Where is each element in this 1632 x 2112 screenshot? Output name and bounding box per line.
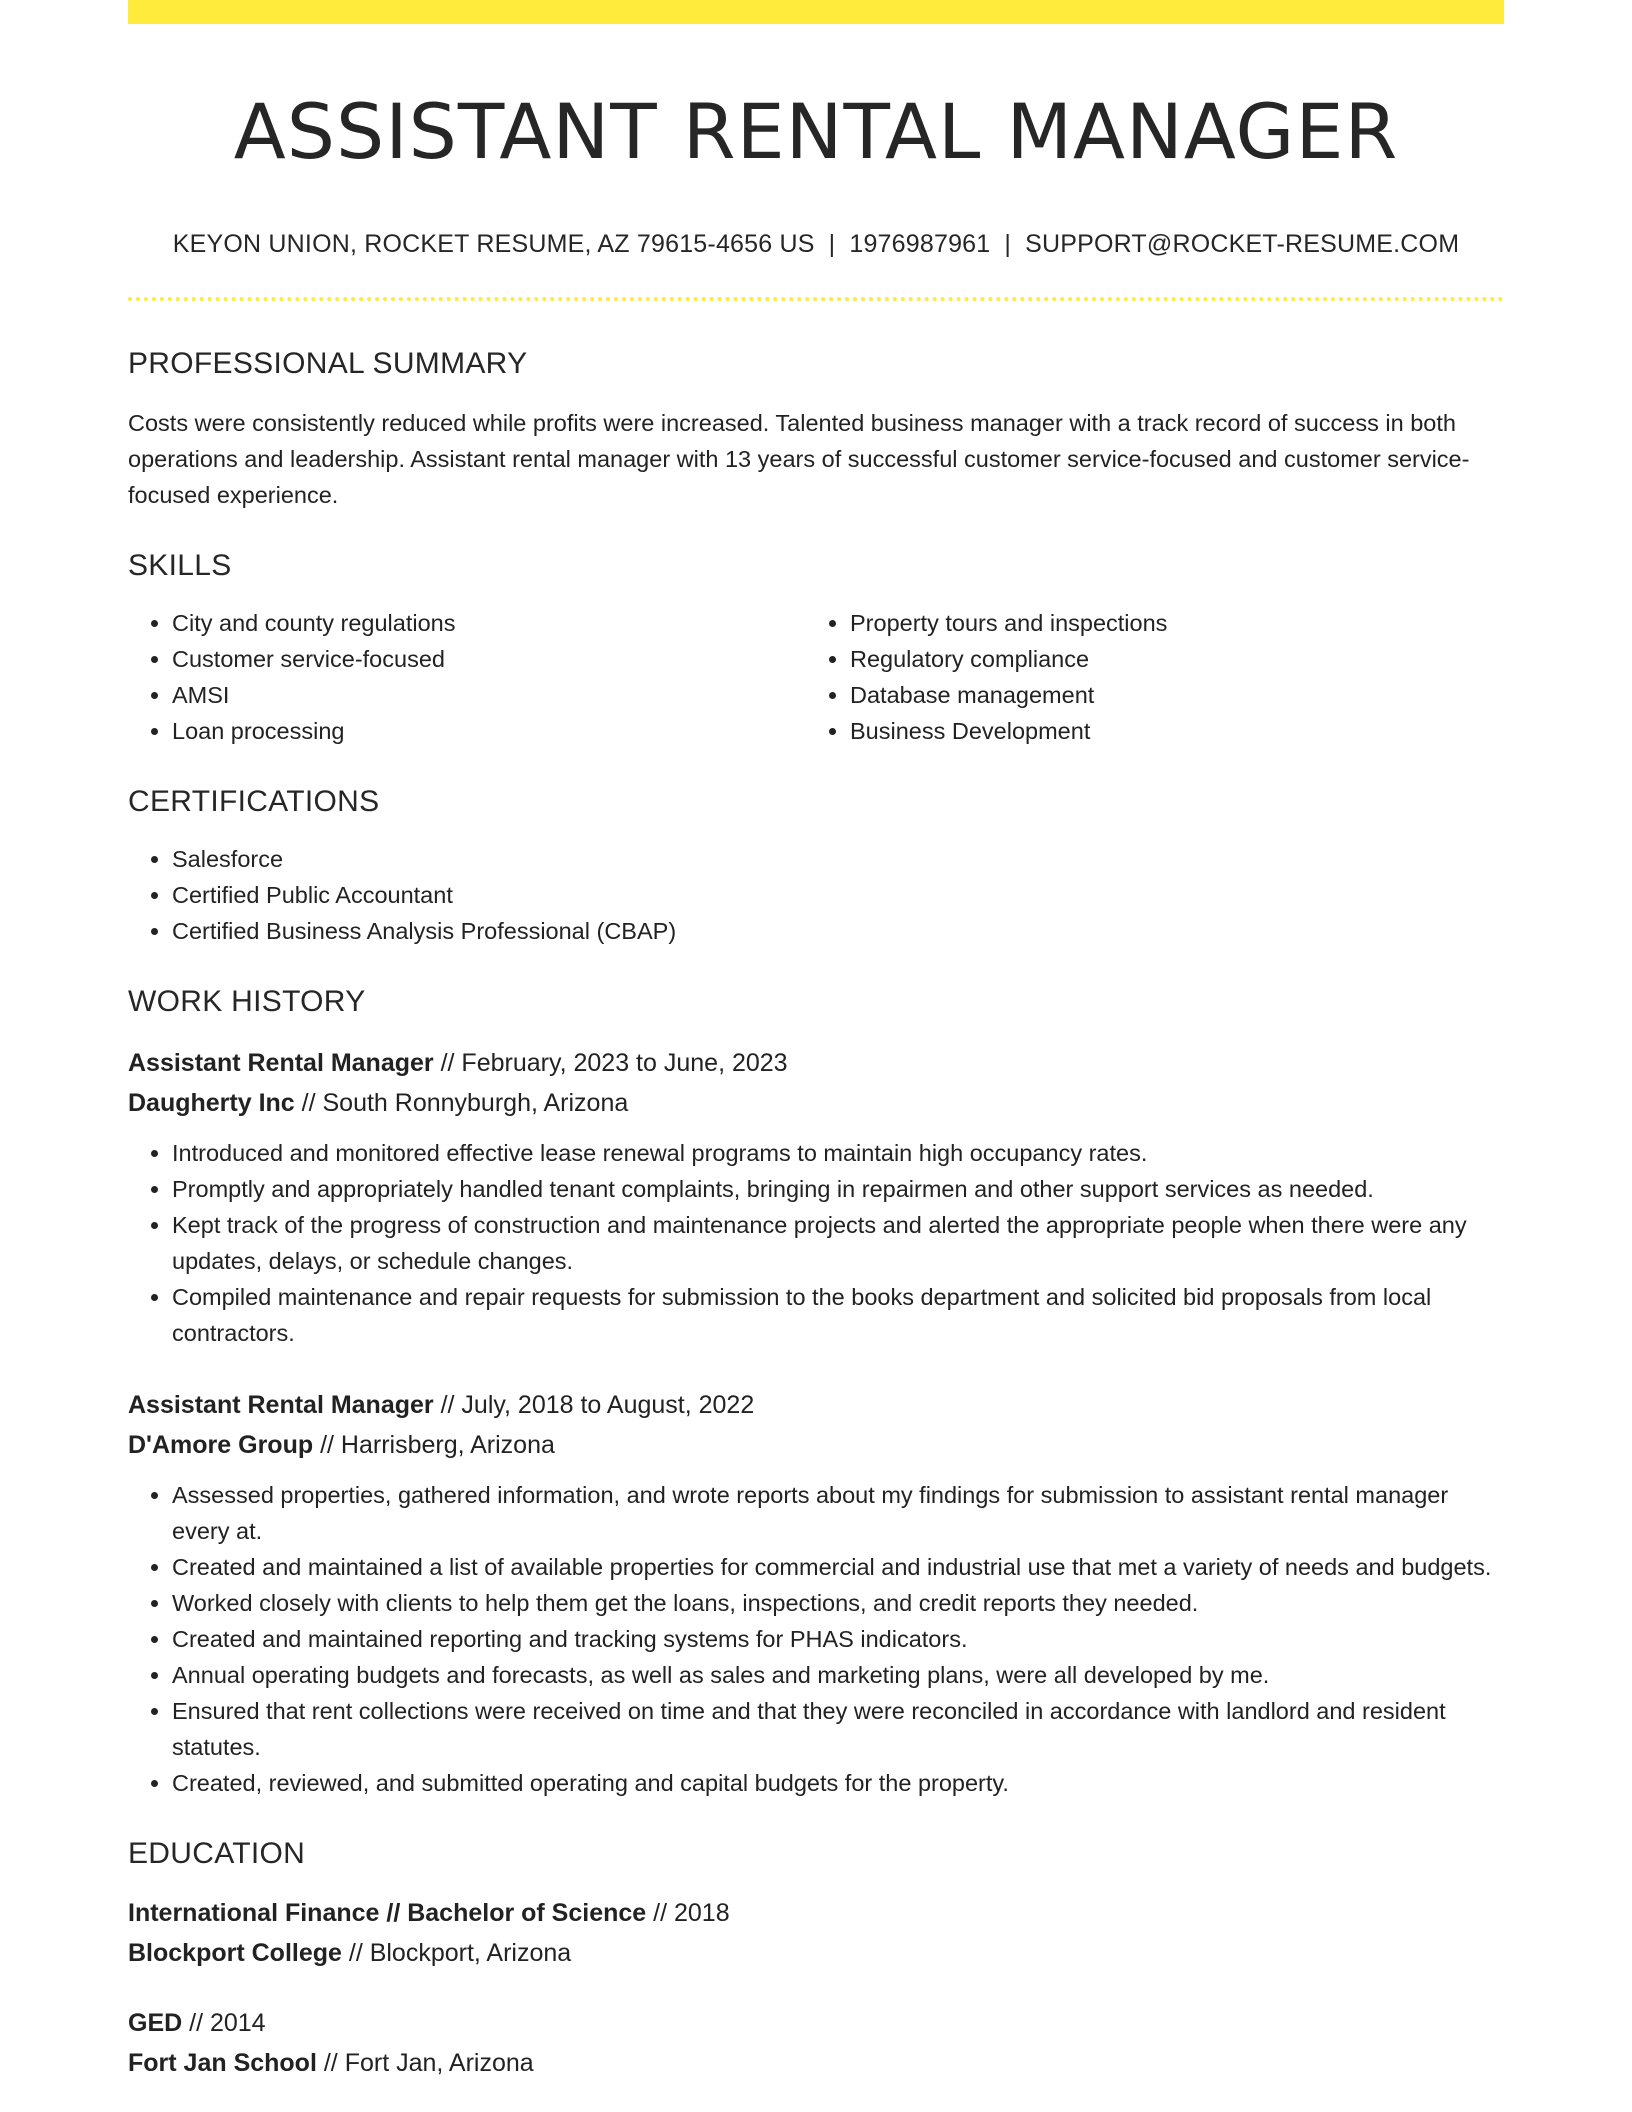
job-bullet: • Annual operating budgets and forecasts, as well as sales and marketing plans, were all developed by me. [172,1657,1504,1693]
job-bullet: • Created, reviewed, and submitted operating and capital budgets for the property. [172,1765,1504,1801]
education-degree-line [128,1893,1504,1933]
job-bullets [128,1135,1504,1351]
job-title: Assistant Rental Manager [128,1048,434,1077]
skills-list-left [128,605,806,749]
education-year: // 2014 [182,2008,266,2037]
education-section [128,1837,1504,2083]
contact-address: KEYON UNION, ROCKET RESUME, AZ 79615-4656 US [172,229,815,258]
summary-text: Costs were consistently reduced while profits were increased. Talented business manager with a track record of success in both operations and leadership. Assistant rental manager with 13 years of successful customer service-focused and customer service-focused experience. [128,409,1470,508]
contact-separator: | [1004,229,1012,258]
education-heading: EDUCATION [128,1836,306,1870]
job-bullet: • Ensured that rent collections were received on time and that they were reconciled in accordance with landlord and resident statutes. [172,1693,1504,1765]
certifications-list [128,841,1504,949]
education-school: Blockport College [128,1938,342,1967]
skill-item: • Loan processing [172,713,806,749]
job-company: Daugherty Inc [128,1088,295,1117]
education-degree: GED [128,2008,183,2037]
contact-separator: | [828,229,836,258]
job-bullet: • Created and maintained a list of available properties for commercial and industrial use that met a variety of needs and budgets. [172,1549,1504,1585]
job-entry [128,1043,1504,1351]
contact-email: SUPPORT@ROCKET-RESUME.COM [1025,229,1460,258]
skills-list-right [806,605,1494,749]
education-degree-line [128,2003,1504,2043]
job-dates: // July, 2018 to August, 2022 [433,1390,755,1419]
job-company-line [128,1083,1504,1123]
education-location: // Blockport, Arizona [341,1938,572,1967]
skills-section [128,549,1504,749]
skill-item: • Business Development [850,713,1494,749]
job-bullet: • Kept track of the progress of construction and maintenance projects and alerted the appropriate people when there were any updates, delays, or schedule changes. [172,1207,1504,1279]
education-entry [128,1893,1504,1973]
certifications-heading: CERTIFICATIONS [128,784,380,818]
skill-item: • AMSI [172,677,806,713]
skill-item: • Regulatory compliance [850,641,1494,677]
job-location: // Harrisberg, Arizona [313,1430,555,1459]
top-accent-bar [128,0,1504,24]
certification-item: • Certified Public Accountant [172,877,1504,913]
job-location: // South Ronnyburgh, Arizona [294,1088,629,1117]
job-bullet: • Introduced and monitored effective lease renewal programs to maintain high occupancy rates. [172,1135,1504,1171]
education-school-line [128,2043,1504,2083]
skill-item: • Property tours and inspections [850,605,1494,641]
skills-columns [128,605,1504,749]
education-entry [128,2003,1504,2083]
job-dates: // February, 2023 to June, 2023 [433,1048,788,1077]
certification-item: • Certified Business Analysis Professional (CBAP) [172,913,1504,949]
skill-item: • City and county regulations [172,605,806,641]
education-year: // 2018 [646,1898,730,1927]
job-company: D'Amore Group [128,1430,314,1459]
summary-heading: PROFESSIONAL SUMMARY [128,346,528,380]
job-bullet: • Created and maintained reporting and tracking systems for PHAS indicators. [172,1621,1504,1657]
job-bullets [128,1477,1504,1801]
education-school: Fort Jan School [128,2048,317,2077]
resume-page [128,0,1504,2083]
contact-line [128,230,1504,259]
job-title: Assistant Rental Manager [128,1390,434,1419]
education-school-line [128,1933,1504,1973]
contact-phone: 1976987961 [849,229,991,258]
job-company-line [128,1425,1504,1465]
resume-title: ASSISTANT RENTAL MANAGER [233,87,1399,176]
job-title-line [128,1043,1504,1083]
job-bullet: • Compiled maintenance and repair requests for submission to the books department and solicited bid proposals from local contractors. [172,1279,1504,1351]
work-history-heading: WORK HISTORY [128,984,366,1018]
skill-item: • Customer service-focused [172,641,806,677]
job-entry [128,1385,1504,1801]
education-degree: International Finance // Bachelor of Science [128,1898,647,1927]
job-bullet: • Promptly and appropriately handled tenant complaints, bringing in repairmen and other support services as needed. [172,1171,1504,1207]
education-location: // Fort Jan, Arizona [316,2048,534,2077]
job-bullet: • Assessed properties, gathered information, and wrote reports about my findings for submission to assistant rental manager every at. [172,1477,1504,1549]
job-bullet: • Worked closely with clients to help them get the loans, inspections, and credit reports they needed. [172,1585,1504,1621]
work-history-section [128,985,1504,1801]
skill-item: • Database management [850,677,1494,713]
dotted-divider [128,297,1504,301]
certifications-section [128,785,1504,949]
skills-heading: SKILLS [128,548,232,582]
certification-item: • Salesforce [172,841,1504,877]
summary-section [128,347,1504,513]
job-title-line [128,1385,1504,1425]
